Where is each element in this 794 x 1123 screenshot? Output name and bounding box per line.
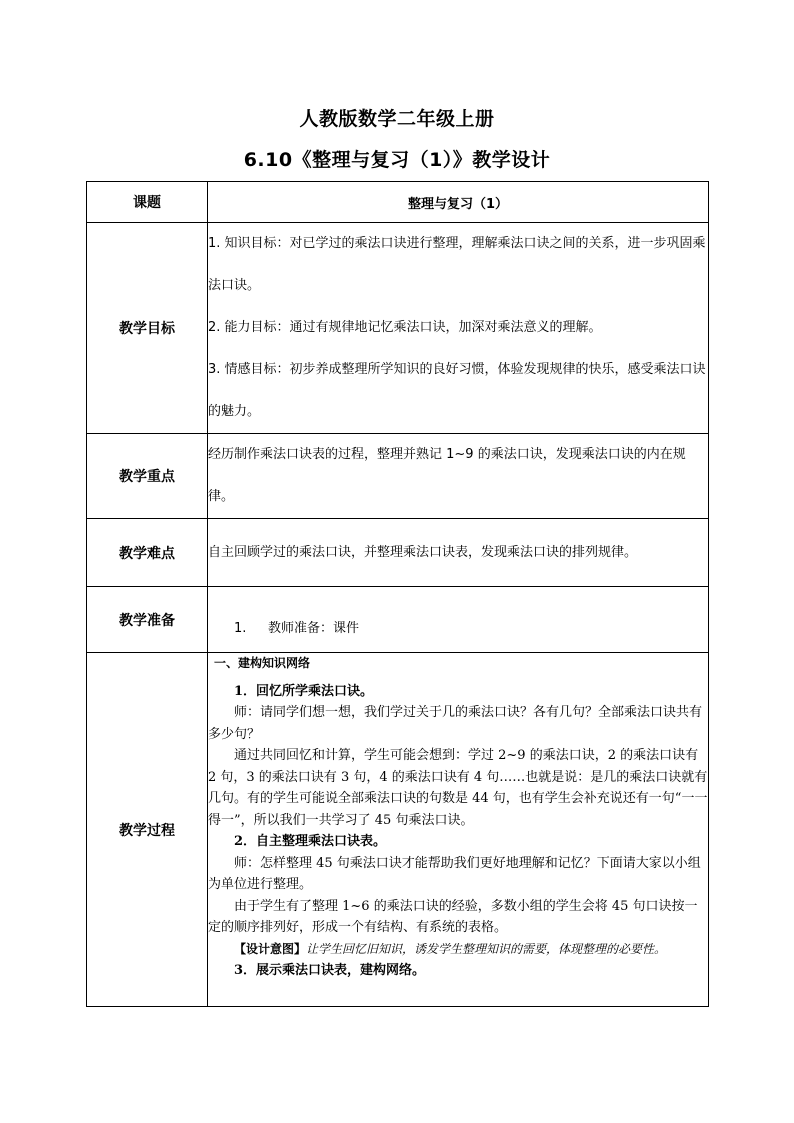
focus-text: 经历制作乘法口诀表的过程，整理并熟记 1~9 的乘法口诀，发现乘法口诀的内在规律。 [208,434,709,519]
section-heading: 一、建构知识网络 [214,656,311,670]
prep-cell [208,587,709,653]
focus-label: 教学重点 [87,434,208,519]
process-row [87,653,709,1007]
difficulty-text: 自主回顾学过的乘法口诀，并整理乘法口诀表，发现乘法口诀的排列规律。 [208,519,709,587]
prep-item-text: 教师准备：课件 [268,621,360,636]
topic-label: 课题 [87,182,208,223]
topic-row [87,182,709,223]
step-heading: 2．自主整理乘法口诀表。 [234,834,387,849]
step-heading: 3．展示乘法口诀表，建构网络。 [234,963,426,978]
process-label: 教学过程 [87,653,208,1007]
difficulty-row [87,519,709,587]
prep-item-number: 1. [234,621,247,636]
goal-item: 1. 知识目标：对已学过的乘法口诀进行整理，理解乘法口诀之间的关系，进一步巩固乘法口诀。 [208,236,706,293]
process-cell [208,653,709,1007]
lesson-plan-table [86,181,709,1007]
goals-row [87,223,709,434]
prep-row [87,587,709,653]
prep-item [208,617,708,636]
design-intent-text: 让学生回忆旧知识，诱发学生整理知识的需要，体现整理的必要性。 [306,941,667,956]
paragraph: 通过共同回忆和计算，学生可能会想到：学过 2~9 的乘法口诀，2 的乘法口诀有 2 句，3 的乘法口诀有 3 句，4 的乘法口诀有 4 句……也就是说：是几的乘法口诀就有几句。有的学生可能说全部乘法口诀的句数是 44 句，也有学生会补充说还有一句“一一得一”，所以我们一共学习了 45 句乘法口诀。 [208,748,708,828]
difficulty-label: 教学难点 [87,519,208,587]
topic-value: 整理与复习（1） [208,182,709,223]
step-heading: 1．回忆所学乘法口诀。 [234,683,374,699]
prep-label: 教学准备 [87,587,208,653]
paragraph: 由于学生有了整理 1~6 的乘法口诀的经验，多数小组的学生会将 45 句口诀按一定的顺序排列好，形成一个有结构、有系统的表格。 [208,898,698,935]
document-subtitle: 6.10《整理与复习（1）》教学设计 [243,149,551,171]
goal-item: 3. 情感目标：初步养成整理所学知识的良好习惯，体验发现规律的快乐，感受乘法口诀的魅力。 [208,362,706,419]
goals-cell [208,223,709,434]
goal-item: 2. 能力目标：通过有规律地记忆乘法口诀，加深对乘法意义的理解。 [208,320,602,335]
goals-label: 教学目标 [87,223,208,434]
focus-row [87,434,709,519]
design-intent-label: 【设计意图】 [234,941,307,956]
design-intent-note [208,939,708,961]
paragraph: 师：怎样整理 45 句乘法口诀才能帮助我们更好地理解和记忆？下面请大家以小组为单位进行整理。 [208,855,701,892]
paragraph: 师：请同学们想一想，我们学过关于几的乘法口诀？各有几句？全部乘法口诀共有多少句？ [208,705,703,742]
document-title: 人教版数学二年级上册 [299,108,495,130]
